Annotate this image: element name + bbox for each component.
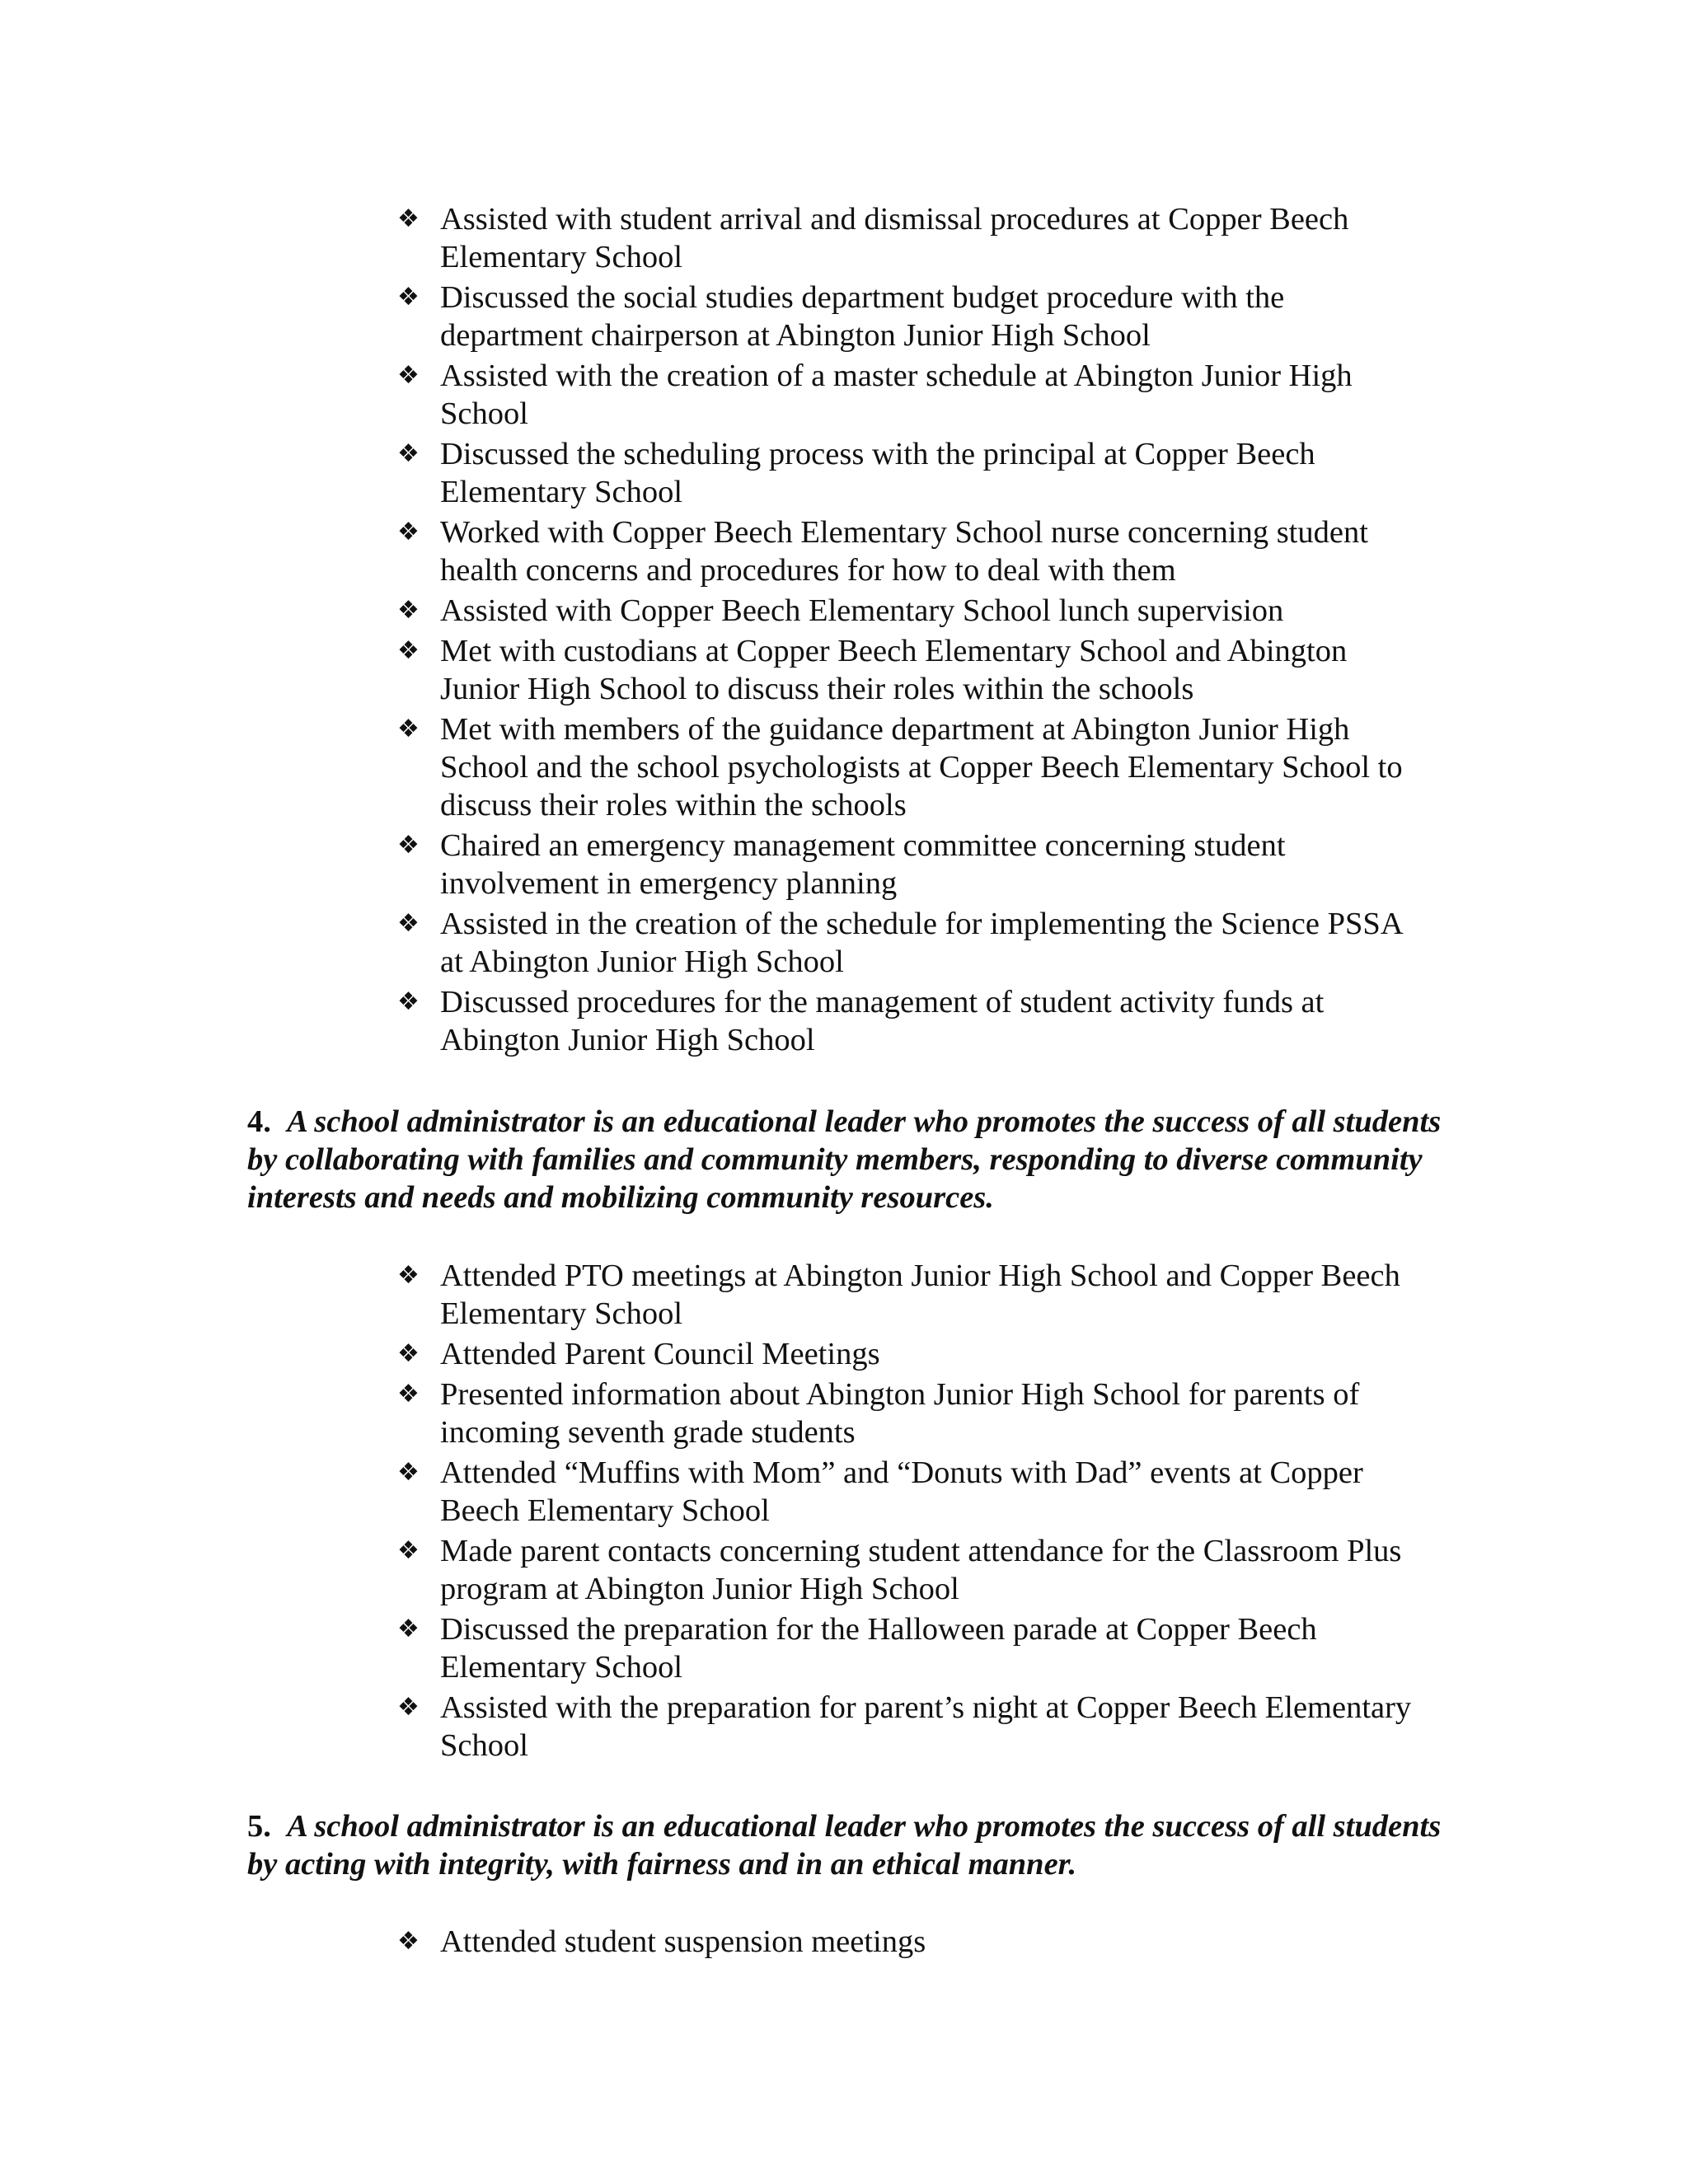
list-item (397, 827, 1428, 902)
diamond-bullet-icon: ❖ (397, 1339, 420, 1368)
bullet-list-leadership-activities (397, 200, 1428, 1062)
diamond-bullet-icon: ❖ (397, 909, 420, 938)
list-item (397, 1454, 1428, 1530)
list-item-text: Assisted with the preparation for parent’s night at Copper Beech Elementary School (440, 1690, 1412, 1763)
diamond-bullet-icon: ❖ (397, 1927, 420, 1956)
list-item (397, 279, 1428, 354)
diamond-bullet-icon: ❖ (397, 1615, 420, 1643)
section-4-text: A school administrator is an educational leader who promotes the success of all students by collaborating with families and community members, responding to diverse community interests and needs and mobilizing community resources. (247, 1104, 1442, 1215)
diamond-bullet-icon: ❖ (397, 1693, 420, 1722)
list-item (397, 1923, 1428, 1961)
diamond-bullet-icon: ❖ (397, 1536, 420, 1565)
list-item (397, 905, 1428, 981)
diamond-bullet-icon: ❖ (397, 283, 420, 312)
list-item (397, 592, 1428, 630)
diamond-bullet-icon: ❖ (397, 439, 420, 468)
list-item (397, 1257, 1428, 1333)
list-item-text: Met with members of the guidance department at Abington Junior High School and the school psychologists at Copper Beech Elementary School to discuss their roles within the schools (440, 712, 1403, 823)
section-4-heading (247, 1103, 1459, 1216)
list-item-text: Attended PTO meetings at Abington Junior High School and Copper Beech Elementary School (440, 1258, 1400, 1331)
section-5-text: A school administrator is an educational leader who promotes the success of all students by acting with integrity, with fairness and in an ethical manner. (247, 1809, 1442, 1882)
list-item-text: Met with custodians at Copper Beech Elementary School and Abington Junior High School to discuss their roles within the schools (440, 634, 1348, 706)
list-item-text: Discussed the social studies department budget procedure with the department chairperson at Abington Junior High School (440, 280, 1285, 353)
section-5-heading (247, 1807, 1459, 1883)
list-item (397, 357, 1428, 433)
list-item (397, 983, 1428, 1059)
diamond-bullet-icon: ❖ (397, 204, 420, 233)
list-item (397, 1376, 1428, 1451)
diamond-bullet-icon: ❖ (397, 596, 420, 625)
diamond-bullet-icon: ❖ (397, 518, 420, 546)
section-5-number: 5. (247, 1809, 271, 1844)
list-item-text: Assisted with Copper Beech Elementary School lunch supervision (440, 593, 1284, 628)
diamond-bullet-icon: ❖ (397, 361, 420, 390)
list-item (397, 200, 1428, 276)
list-item (397, 435, 1428, 511)
bullet-list-community-activities (397, 1257, 1428, 1767)
list-item (397, 1689, 1428, 1765)
list-item-text: Made parent contacts concerning student attendance for the Classroom Plus program at Abington Junior High School (440, 1534, 1402, 1606)
list-item (397, 1335, 1428, 1373)
bullet-list-ethics-activities (397, 1923, 1428, 1963)
list-item-text: Attended Parent Council Meetings (440, 1337, 880, 1371)
section-4-number: 4. (247, 1104, 271, 1139)
diamond-bullet-icon: ❖ (397, 831, 420, 860)
list-item-text: Assisted in the creation of the schedule for implementing the Science PSSA at Abington Junior High School (440, 907, 1402, 979)
diamond-bullet-icon: ❖ (397, 715, 420, 743)
list-item-text: Discussed procedures for the management of student activity funds at Abington Junior High School (440, 985, 1325, 1057)
list-item-text: Discussed the scheduling process with the principal at Copper Beech Elementary School (440, 437, 1315, 509)
list-item (397, 1610, 1428, 1686)
list-item-text: Attended student suspension meetings (440, 1924, 926, 1959)
list-item-text: Chaired an emergency management committee concerning student involvement in emergency planning (440, 828, 1286, 901)
diamond-bullet-icon: ❖ (397, 1261, 420, 1290)
diamond-bullet-icon: ❖ (397, 1380, 420, 1408)
list-item-text: Assisted with the creation of a master schedule at Abington Junior High School (440, 359, 1353, 431)
list-item-text: Worked with Copper Beech Elementary School nurse concerning student health concerns and procedures for how to deal with them (440, 515, 1368, 588)
diamond-bullet-icon: ❖ (397, 636, 420, 665)
list-item-text: Discussed the preparation for the Halloween parade at Copper Beech Elementary School (440, 1612, 1317, 1685)
list-item (397, 1532, 1428, 1608)
list-item (397, 710, 1428, 824)
list-item (397, 513, 1428, 589)
list-item-text: Assisted with student arrival and dismissal procedures at Copper Beech Elementary School (440, 202, 1349, 274)
diamond-bullet-icon: ❖ (397, 987, 420, 1016)
list-item (397, 632, 1428, 708)
list-item-text: Presented information about Abington Junior High School for parents of incoming seventh grade students (440, 1377, 1360, 1450)
diamond-bullet-icon: ❖ (397, 1458, 420, 1487)
list-item-text: Attended “Muffins with Mom” and “Donuts with Dad” events at Copper Beech Elementary School (440, 1455, 1363, 1528)
